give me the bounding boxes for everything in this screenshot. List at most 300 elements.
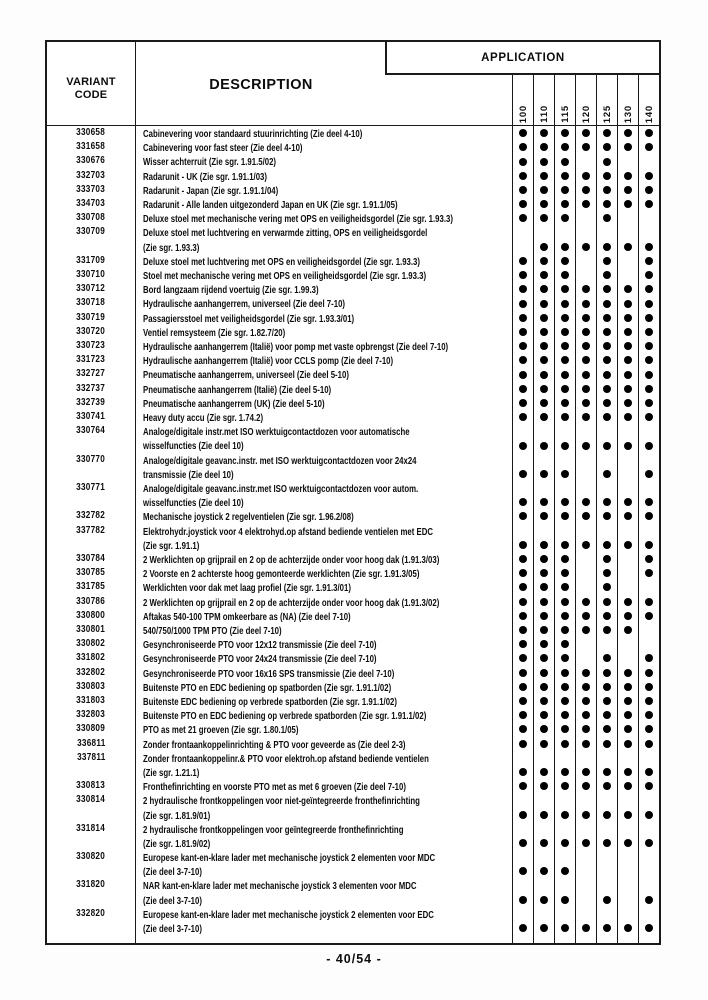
application-dot-cell-130 xyxy=(617,580,638,594)
application-dot-marker xyxy=(519,555,527,563)
application-dot-marker xyxy=(645,257,653,265)
application-dot-cell-130 xyxy=(617,254,638,268)
dot-slot xyxy=(618,438,638,452)
application-dot-marker xyxy=(561,356,569,364)
description-text: Hydraulische aanhangerrem, universeel (Zie deel 7-10) xyxy=(143,299,346,311)
application-dot-cell-100 xyxy=(512,311,533,325)
application-dot-marker xyxy=(645,371,653,379)
application-dot-cell-140 xyxy=(638,666,659,680)
application-dot-marker xyxy=(519,385,527,393)
dot-slot xyxy=(597,609,617,623)
description-text: Buitenste PTO en EDC bediening op spatborden (Zie sgr. 1.91.1/02) xyxy=(143,682,392,694)
dot-slot xyxy=(618,708,638,722)
dot-slot xyxy=(534,410,554,424)
application-dot-cell-100 xyxy=(512,580,533,594)
application-dot-marker xyxy=(624,839,632,847)
dot-slot xyxy=(534,864,554,878)
application-dot-marker xyxy=(624,811,632,819)
dot-slot xyxy=(534,808,554,822)
dot-slot xyxy=(597,893,617,907)
dot-slot xyxy=(534,311,554,325)
application-dot-cell-115 xyxy=(554,779,575,793)
dot-slot xyxy=(513,268,533,282)
dot-slot xyxy=(513,126,533,140)
dot-slot xyxy=(597,154,617,168)
dot-slot xyxy=(513,864,533,878)
application-dot-cell-110 xyxy=(533,282,554,296)
application-dot-cell-125 xyxy=(596,353,617,367)
variant-code-cell xyxy=(47,197,136,211)
description-text: 540/750/1000 TPM PTO (Zie deel 7-10) xyxy=(143,625,282,637)
application-dot-marker xyxy=(645,129,653,137)
application-dot-marker xyxy=(624,371,632,379)
description-text: Fronthefinrichting en voorste PTO met as met 6 groeven (Zie deel 7-10) xyxy=(143,782,406,794)
description-text: Radarunit - Japan (Zie sgr. 1.91.1/04) xyxy=(143,185,279,197)
application-dot-cell-130 xyxy=(617,651,638,665)
dot-slot xyxy=(513,765,533,779)
application-dot-cell-120 xyxy=(575,325,596,339)
application-dot-cell-125 xyxy=(596,367,617,381)
application-dot-cell-140 xyxy=(638,396,659,410)
dot-slot xyxy=(534,921,554,935)
application-dot-marker xyxy=(561,683,569,691)
application-dot-cell-140 xyxy=(638,580,659,594)
application-dot-marker xyxy=(603,314,611,322)
dot-slot xyxy=(534,126,554,140)
dot-slot xyxy=(513,538,533,552)
dot-slot xyxy=(534,779,554,793)
description-cell xyxy=(136,737,512,751)
dot-slot xyxy=(618,353,638,367)
dot-slot xyxy=(576,240,596,254)
variant-code-cell xyxy=(47,509,136,523)
application-dot-cell-110 xyxy=(533,353,554,367)
variant-code-text: 331723 xyxy=(76,354,106,366)
application-dot-cell-120 xyxy=(575,580,596,594)
dot-slot xyxy=(597,296,617,310)
application-dot-cell-140 xyxy=(638,296,659,310)
dot-slot xyxy=(555,126,575,140)
application-dot-marker xyxy=(624,356,632,364)
application-dot-cell-110 xyxy=(533,524,554,552)
application-dot-cell-110 xyxy=(533,396,554,410)
application-dot-cell-120 xyxy=(575,694,596,708)
dot-slot xyxy=(618,282,638,296)
dot-slot xyxy=(639,311,659,325)
dot-slot xyxy=(534,893,554,907)
dot-slot xyxy=(555,467,575,481)
dot-slot xyxy=(534,211,554,225)
description-line xyxy=(143,424,512,438)
dot-slot xyxy=(534,765,554,779)
application-dot-marker xyxy=(624,669,632,677)
application-dot-marker xyxy=(603,740,611,748)
application-column-label xyxy=(617,75,638,126)
description-cell xyxy=(136,722,512,736)
description-line xyxy=(143,183,512,197)
table-row xyxy=(47,169,659,183)
dot-slot xyxy=(513,410,533,424)
application-column-label-text: 110 xyxy=(538,105,550,123)
dot-slot xyxy=(618,169,638,183)
application-dot-marker xyxy=(624,129,632,137)
dot-slot xyxy=(639,410,659,424)
application-dot-marker xyxy=(582,300,590,308)
application-dot-marker xyxy=(582,385,590,393)
application-dot-marker xyxy=(519,399,527,407)
variant-code-text: 330712 xyxy=(76,283,106,295)
dot-slot xyxy=(597,680,617,694)
application-dot-cell-130 xyxy=(617,666,638,680)
dot-slot xyxy=(513,169,533,183)
application-dot-marker xyxy=(582,725,590,733)
description-line xyxy=(143,140,512,154)
description-cell xyxy=(136,453,512,481)
dot-slot xyxy=(513,140,533,154)
application-dot-marker xyxy=(561,214,569,222)
application-dot-cell-140 xyxy=(638,722,659,736)
application-dot-cell-120 xyxy=(575,296,596,310)
description-text: Gesynchroniseerde PTO voor 16x16 SPS transmissie (Zie deel 7-10) xyxy=(143,668,395,680)
dot-slot xyxy=(555,708,575,722)
application-dot-cell-130 xyxy=(617,154,638,168)
application-dot-cell-120 xyxy=(575,268,596,282)
application-dot-cell-110 xyxy=(533,126,554,140)
description-line xyxy=(143,197,512,211)
description-text: (Zie deel 3-7-10) xyxy=(143,924,202,936)
application-dot-marker xyxy=(645,839,653,847)
dot-slot xyxy=(618,240,638,254)
variant-code-cell xyxy=(47,737,136,751)
application-dot-cell-130 xyxy=(617,793,638,821)
application-dot-marker xyxy=(582,782,590,790)
application-dot-cell-125 xyxy=(596,751,617,779)
description-line xyxy=(143,481,512,495)
application-dot-cell-115 xyxy=(554,722,575,736)
application-dot-marker xyxy=(645,172,653,180)
dot-slot xyxy=(534,566,554,580)
application-dot-marker xyxy=(624,186,632,194)
application-dot-cell-130 xyxy=(617,524,638,552)
application-dot-cell-130 xyxy=(617,850,638,878)
description-cell xyxy=(136,779,512,793)
description-text: Passagiersstoel met veiligheidsgordel (Zie sgr. 1.93.3/01) xyxy=(143,313,355,325)
description-cell xyxy=(136,666,512,680)
description-cell xyxy=(136,183,512,197)
dot-slot xyxy=(597,765,617,779)
application-dot-cell-120 xyxy=(575,651,596,665)
table-row xyxy=(47,751,659,779)
application-dot-cell-140 xyxy=(638,737,659,751)
description-cell xyxy=(136,552,512,566)
application-dot-cell-125 xyxy=(596,850,617,878)
application-dot-cell-115 xyxy=(554,353,575,367)
application-dot-marker xyxy=(645,186,653,194)
description-line xyxy=(143,240,512,254)
application-dot-cell-100 xyxy=(512,410,533,424)
application-dot-cell-125 xyxy=(596,595,617,609)
dot-slot xyxy=(597,779,617,793)
dot-slot xyxy=(555,311,575,325)
dot-slot xyxy=(639,609,659,623)
application-dot-marker xyxy=(540,654,548,662)
dot-slot xyxy=(639,382,659,396)
application-dot-cell-140 xyxy=(638,850,659,878)
description-line xyxy=(143,765,512,779)
dot-slot xyxy=(639,325,659,339)
dot-slot xyxy=(639,566,659,580)
dot-slot xyxy=(597,566,617,580)
application-dot-marker xyxy=(603,811,611,819)
application-dot-cell-140 xyxy=(638,197,659,211)
dot-slot xyxy=(576,595,596,609)
application-dot-cell-100 xyxy=(512,282,533,296)
dot-slot xyxy=(597,580,617,594)
variant-code-cell xyxy=(47,424,136,452)
application-dot-cell-125 xyxy=(596,822,617,850)
application-dot-cell-140 xyxy=(638,140,659,154)
description-line xyxy=(143,722,512,736)
application-column-label xyxy=(575,75,596,126)
description-text: Deluxe stoel met luchtvering en verwarmde zitting, OPS en veiligheidsgordel xyxy=(143,228,428,240)
application-dot-marker xyxy=(624,740,632,748)
dot-slot xyxy=(555,183,575,197)
application-dot-cell-140 xyxy=(638,339,659,353)
variant-code-cell xyxy=(47,126,136,140)
application-dot-marker xyxy=(561,896,569,904)
description-cell xyxy=(136,311,512,325)
application-header-box xyxy=(385,40,661,75)
application-dot-cell-110 xyxy=(533,169,554,183)
dot-slot xyxy=(513,282,533,296)
application-column-label xyxy=(533,75,554,126)
application-dot-cell-140 xyxy=(638,311,659,325)
variant-code-cell xyxy=(47,396,136,410)
application-dot-cell-125 xyxy=(596,282,617,296)
application-dot-marker xyxy=(603,214,611,222)
application-dot-cell-100 xyxy=(512,367,533,381)
application-dot-marker xyxy=(540,200,548,208)
variant-code-cell xyxy=(47,211,136,225)
application-dot-cell-130 xyxy=(617,935,638,945)
description-cell xyxy=(136,623,512,637)
application-dot-cell-115 xyxy=(554,183,575,197)
application-dot-cell-115 xyxy=(554,935,575,945)
description-text: Buitenste EDC bediening op verbrede spatborden (Zie sgr. 1.91.1/02) xyxy=(143,696,397,708)
application-dot-cell-120 xyxy=(575,339,596,353)
application-dot-cell-110 xyxy=(533,737,554,751)
application-dot-cell-100 xyxy=(512,424,533,452)
description-cell xyxy=(136,396,512,410)
dot-slot xyxy=(576,382,596,396)
dot-slot xyxy=(597,694,617,708)
application-dot-marker xyxy=(603,555,611,563)
application-dot-marker xyxy=(582,626,590,634)
application-dot-marker xyxy=(603,257,611,265)
application-dot-cell-120 xyxy=(575,509,596,523)
application-dot-marker xyxy=(624,924,632,932)
application-dot-marker xyxy=(603,498,611,506)
application-dot-marker xyxy=(561,768,569,776)
variant-code-cell xyxy=(47,666,136,680)
application-dot-cell-125 xyxy=(596,694,617,708)
description-header-label: DESCRIPTION xyxy=(209,77,313,93)
application-dot-marker xyxy=(561,569,569,577)
application-dot-cell-100 xyxy=(512,878,533,906)
application-dot-marker xyxy=(645,555,653,563)
application-dot-marker xyxy=(561,172,569,180)
application-dot-marker xyxy=(519,470,527,478)
application-dot-cell-120 xyxy=(575,623,596,637)
dot-slot xyxy=(534,680,554,694)
application-dot-cell-100 xyxy=(512,552,533,566)
application-dot-marker xyxy=(603,768,611,776)
dot-slot xyxy=(513,680,533,694)
application-dot-cell-115 xyxy=(554,481,575,509)
application-dot-marker xyxy=(540,640,548,648)
application-dot-cell-110 xyxy=(533,666,554,680)
dot-slot xyxy=(513,396,533,410)
description-text: Radarunit - Alle landen uitgezonderd Japan en UK (Zie sgr. 1.91.1/05) xyxy=(143,200,398,212)
variant-code-cell xyxy=(47,382,136,396)
application-dot-marker xyxy=(603,598,611,606)
dot-slot xyxy=(576,197,596,211)
application-dot-cell-140 xyxy=(638,509,659,523)
application-dot-cell-115 xyxy=(554,197,575,211)
dot-slot xyxy=(555,893,575,907)
application-dot-marker xyxy=(582,512,590,520)
dot-slot xyxy=(555,382,575,396)
dot-slot xyxy=(597,183,617,197)
description-text: (Zie deel 3-7-10) xyxy=(143,895,202,907)
description-cell xyxy=(136,353,512,367)
application-dot-marker xyxy=(582,186,590,194)
application-dot-cell-100 xyxy=(512,183,533,197)
description-text: Cabinevering voor fast steer (Zie deel 4-10) xyxy=(143,143,303,155)
dot-slot xyxy=(534,197,554,211)
description-line xyxy=(143,793,512,807)
variant-code-text: 332739 xyxy=(76,396,106,408)
application-dot-marker xyxy=(561,598,569,606)
application-dot-marker xyxy=(540,896,548,904)
variant-code-text: 330784 xyxy=(76,552,106,564)
dot-slot xyxy=(597,240,617,254)
dot-slot xyxy=(597,808,617,822)
application-dot-cell-130 xyxy=(617,225,638,253)
description-cell xyxy=(136,680,512,694)
dot-slot xyxy=(618,680,638,694)
application-dot-marker xyxy=(561,300,569,308)
application-dot-marker xyxy=(624,626,632,634)
dot-slot xyxy=(597,722,617,736)
variant-code-text: 331803 xyxy=(76,694,106,706)
application-dot-cell-115 xyxy=(554,580,575,594)
application-dot-marker xyxy=(603,413,611,421)
variant-code-cell xyxy=(47,751,136,779)
application-dot-marker xyxy=(603,583,611,591)
dot-slot xyxy=(513,353,533,367)
application-dot-cell-125 xyxy=(596,211,617,225)
application-dot-cell-120 xyxy=(575,169,596,183)
dot-slot xyxy=(597,666,617,680)
application-dot-cell-140 xyxy=(638,609,659,623)
dot-slot xyxy=(597,595,617,609)
application-dot-marker xyxy=(519,583,527,591)
dot-slot xyxy=(639,765,659,779)
dot-slot xyxy=(576,737,596,751)
application-dot-marker xyxy=(519,697,527,705)
application-dot-cell-140 xyxy=(638,225,659,253)
variant-code-cell xyxy=(47,140,136,154)
application-dot-cell-125 xyxy=(596,169,617,183)
application-dot-marker xyxy=(603,541,611,549)
application-dot-marker xyxy=(582,669,590,677)
dot-slot xyxy=(513,367,533,381)
application-dot-cell-130 xyxy=(617,708,638,722)
application-dot-cell-130 xyxy=(617,296,638,310)
dot-slot xyxy=(576,765,596,779)
variant-code-text: 334703 xyxy=(76,198,106,210)
application-dot-marker xyxy=(540,342,548,350)
application-dot-cell-140 xyxy=(638,623,659,637)
description-line xyxy=(143,878,512,892)
application-dot-cell-130 xyxy=(617,623,638,637)
application-dot-marker xyxy=(561,200,569,208)
variant-code-text: 330676 xyxy=(76,155,106,167)
description-text: Zonder frontaankoppelinr.& PTO voor elektroh.op afstand bediende ventielen xyxy=(143,753,429,765)
dot-slot xyxy=(618,382,638,396)
description-text: Hydraulische aanhangerrem (Italië) voor pomp met vaste opbrengst (Zie deel 7-10) xyxy=(143,342,449,354)
variant-code-text: 330741 xyxy=(76,411,106,423)
variant-code-cell xyxy=(47,225,136,253)
description-line xyxy=(143,893,512,907)
dot-slot xyxy=(576,325,596,339)
dot-slot xyxy=(513,836,533,850)
application-dot-cell-140 xyxy=(638,154,659,168)
application-dot-cell-120 xyxy=(575,282,596,296)
variant-code-cell xyxy=(47,793,136,821)
dot-slot xyxy=(513,311,533,325)
application-dot-marker xyxy=(561,725,569,733)
description-text: 2 Werklichten op grijprail en 2 op de achterzijde onder voor hoog dak (1.91.3/03) xyxy=(143,554,440,566)
application-dot-cell-125 xyxy=(596,552,617,566)
application-dot-cell-100 xyxy=(512,850,533,878)
application-dot-marker xyxy=(582,598,590,606)
variant-code-cell xyxy=(47,850,136,878)
dot-slot xyxy=(555,836,575,850)
dot-slot xyxy=(639,708,659,722)
variant-code-cell xyxy=(47,296,136,310)
application-dot-marker xyxy=(582,371,590,379)
dot-slot xyxy=(513,339,533,353)
application-dot-cell-100 xyxy=(512,651,533,665)
dot-slot xyxy=(513,595,533,609)
dot-slot xyxy=(576,921,596,935)
application-dot-cell-110 xyxy=(533,509,554,523)
variant-code-cell xyxy=(47,410,136,424)
variant-code-header-label: VARIANT CODE xyxy=(66,75,116,101)
application-dot-cell-110 xyxy=(533,907,554,935)
application-dot-marker xyxy=(645,300,653,308)
dot-slot xyxy=(555,694,575,708)
dot-slot xyxy=(597,382,617,396)
application-dot-marker xyxy=(603,711,611,719)
description-cell xyxy=(136,793,512,821)
dot-slot xyxy=(597,353,617,367)
table-row xyxy=(47,382,659,396)
description-text: Pneumatische aanhangerrem, universeel (Zie deel 5-10) xyxy=(143,370,349,382)
application-dot-marker xyxy=(624,512,632,520)
